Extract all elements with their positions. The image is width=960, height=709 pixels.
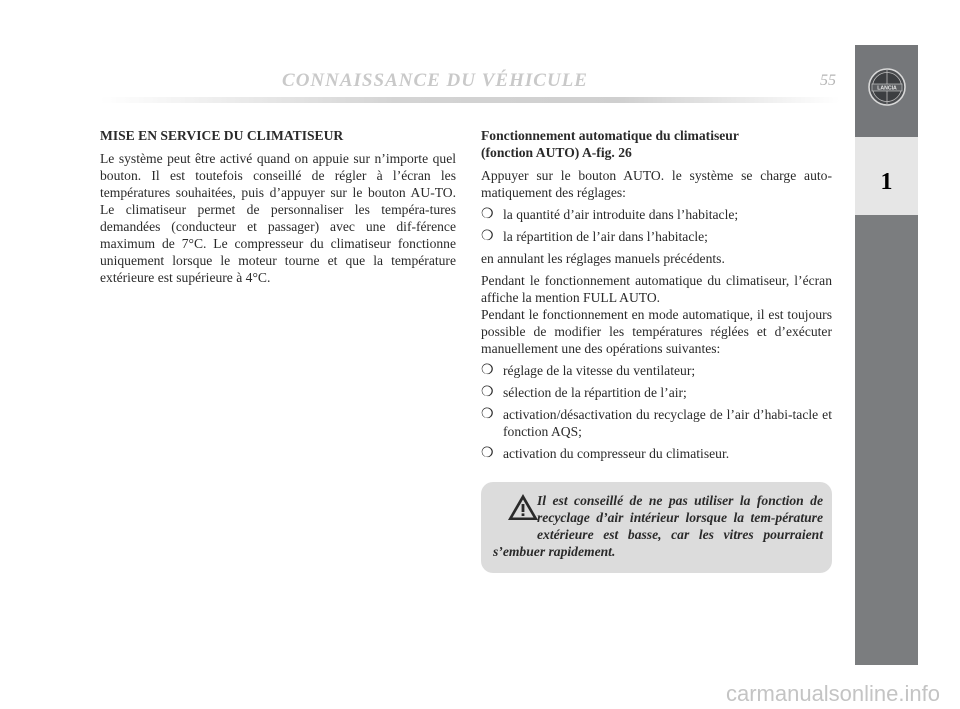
page-header-title: CONNAISSANCE DU VÉHICULE	[282, 70, 588, 91]
list-item: ❍ activation du compresseur du climatiseur.	[481, 446, 730, 461]
heading-line-1: Fonctionnement automatique du climatiseur	[481, 128, 739, 143]
bullet-circle-icon: ❍	[481, 363, 494, 378]
logo-box	[855, 45, 918, 137]
section-heading: MISE EN SERVICE DU CLIMATISEUR	[100, 128, 344, 143]
bullet-circle-icon: ❍	[481, 446, 494, 461]
logo-text: LANCIA	[877, 85, 897, 92]
left-column	[100, 127, 456, 291]
watermark: carmanualsonline.info	[725, 681, 940, 706]
bullet-circle-icon: ❍	[481, 207, 494, 222]
list-item: ❍ sélection de la répartition de l’air;	[481, 385, 687, 400]
list-item: ❍ la quantité d’air introduite dans l’habitacle;	[481, 207, 739, 222]
intro-paragraph: Appuyer sur le bouton AUTO. le système se charge auto-matiquement des réglages:	[481, 168, 832, 200]
list-item: ❍ réglage de la vitesse du ventilateur;	[481, 363, 696, 378]
section-heading-auto	[481, 127, 832, 161]
chapter-side-tab	[855, 45, 918, 665]
list-item: ❍ la répartition de l’air dans l’habitacle;	[481, 229, 708, 244]
auto-settings-list	[481, 206, 832, 245]
bullet-circle-icon: ❍	[481, 229, 494, 244]
body-paragraph: Le système peut être activé quand on appuie sur n’importe quel bouton. Il est toutefois conseillé de régler à l’écran les températures souhaitées, puis d’appuyer sur le bouton AU-TO. Le climatiseur permet de personnaliser les tempéra-tures demandées (conducteur et passager) avec une dif-férence maximum de 7°C. Le compresseur du climatiseur fonctionne uniquement lorsque le moteur tourne et que la température extérieure est supérieure à 4°C.	[100, 151, 456, 285]
after-list-text: en annulant les réglages manuels précédents.	[481, 251, 725, 266]
bullet-circle-icon: ❍	[481, 385, 494, 400]
warning-text: Il est conseillé de ne pas utiliser la fonction de recyclage d’air intérieur lorsque la tem-pérature extérieure est basse, car les vitres pourraient s’embuer rapidement.	[493, 493, 823, 559]
full-auto-paragraph: Pendant le fonctionnement automatique du climatiseur, l’écran affiche la mention FULL AUTO.	[481, 273, 832, 305]
bullet-circle-icon: ❍	[481, 407, 494, 422]
right-column	[481, 127, 832, 467]
lancia-logo-icon	[867, 67, 907, 107]
chapter-number: 1	[880, 169, 893, 195]
manual-operations-paragraph: Pendant le fonctionnement en mode automatique, il est toujours possible de modifier les températures réglées et d’exécuter manuellement une des opérations suivantes:	[481, 307, 832, 356]
list-item: ❍ activation/désactivation du recyclage de l’air d’habi-tacle et fonction AQS;	[481, 407, 832, 439]
header-divider	[100, 97, 840, 103]
heading-line-2: (fonction AUTO) A-fig. 26	[481, 145, 632, 160]
warning-box	[481, 482, 832, 573]
page-number: 55	[820, 72, 836, 89]
manual-operations-list	[481, 362, 832, 462]
